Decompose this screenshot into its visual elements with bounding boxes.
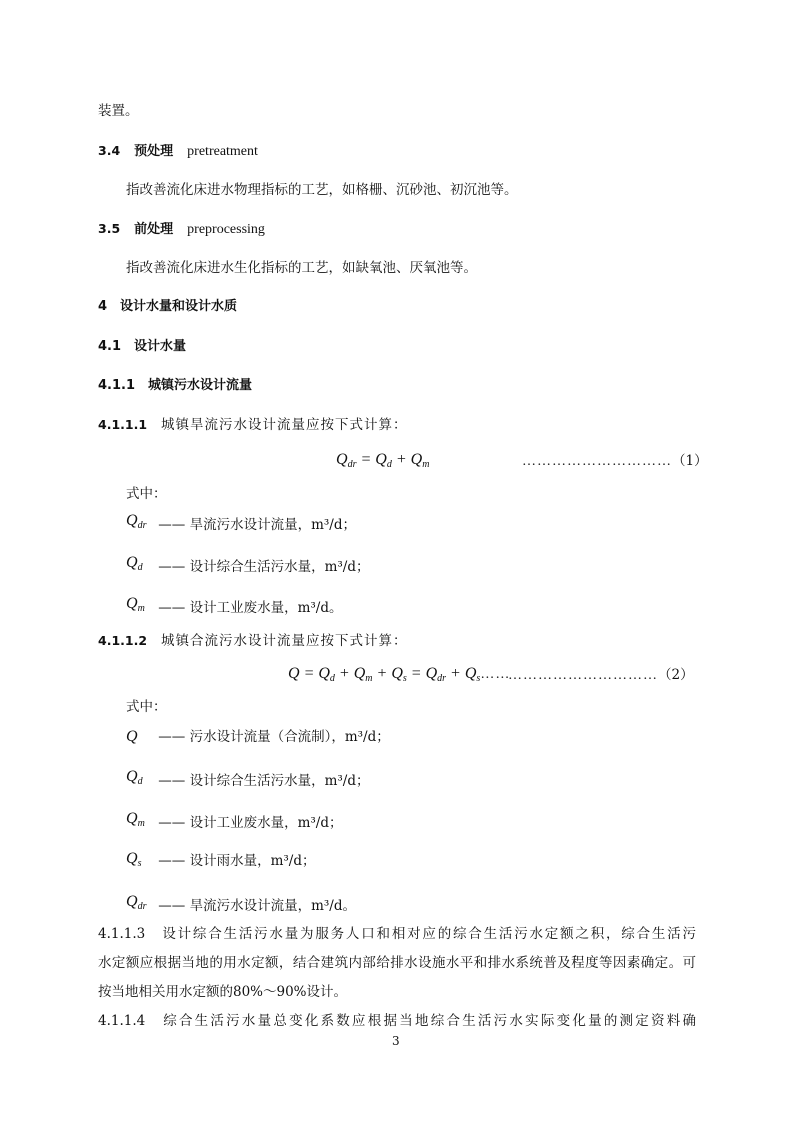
- section-3-4-body: 指改善流化床进水物理指标的工艺，如格栅、沉砂池、初沉池等。: [126, 182, 518, 198]
- definition-item: [126, 554, 370, 580]
- section-title: 前处理: [134, 222, 174, 237]
- definition-symbol: Q: [126, 728, 138, 745]
- leader-dots: …………………………: [508, 668, 658, 683]
- equation-number: （1）: [672, 453, 708, 469]
- clause-4-1-1-3-line-2: 水定额应根据当地的用水定额，结合建筑内部给排水设施水平和排水系统普及程度等因素确定。可: [98, 955, 696, 971]
- section-3-5-heading: [98, 221, 265, 238]
- clause-4-1-1-1: [98, 417, 408, 433]
- definition-text: —— 污水设计流量（合流制），m³/d；: [158, 729, 390, 745]
- clause-text: 城镇合流污水设计流量应按下式计算：: [161, 633, 408, 649]
- text-line: 装置。: [98, 103, 139, 119]
- section-4-1-1-heading: 4.1.1 城镇污水设计流量: [98, 378, 253, 393]
- definition-text: —— 旱流污水设计流量，m³/d；: [158, 517, 356, 533]
- equation-ellipsis: ……: [480, 667, 511, 682]
- where-label: 式中：: [126, 486, 167, 502]
- section-3-4-heading: [98, 143, 258, 160]
- definition-item: [126, 893, 356, 919]
- section-english-term: pretreatment: [187, 144, 258, 159]
- page-number: 3: [392, 1034, 400, 1048]
- equation-symbol: $Q_{dr} = Q_d + Q_m$: [336, 451, 430, 470]
- section-title: 预处理: [134, 144, 174, 159]
- section-number: 3.5: [98, 221, 121, 236]
- equation-1: [336, 452, 429, 473]
- definition-item: [126, 729, 390, 745]
- equation-1-number: [522, 453, 708, 470]
- definition-symbol: $Q_{dr}$: [126, 512, 147, 531]
- paragraph-line: [98, 955, 696, 971]
- definition-symbol: $Q_m$: [126, 595, 145, 614]
- section-number: 3.4: [98, 143, 121, 158]
- leader-dots: …………………………: [522, 454, 672, 469]
- equation-2: [288, 666, 510, 687]
- definition-text: —— 设计雨水量，m³/d；: [158, 853, 316, 869]
- definition-text: —— 设计综合生活污水量，m³/d；: [158, 559, 370, 575]
- paragraph-line: [98, 1013, 696, 1029]
- equation-number: （2）: [658, 667, 694, 683]
- clause-4-1-1-3-line-3: 按当地相关用水定额的80%～90%设计。: [98, 984, 348, 1000]
- section-4-1-heading: 4.1 设计水量: [98, 339, 187, 354]
- definition-text: —— 设计工业废水量，m³/d。: [158, 600, 343, 616]
- clause-4-1-1-2: [98, 633, 408, 649]
- clause-text: 城镇旱流污水设计流量应按下式计算：: [161, 417, 408, 433]
- definition-item: [126, 512, 356, 538]
- definition-item: [126, 768, 370, 794]
- paragraph-line: [98, 926, 696, 942]
- section-english-term: preprocessing: [187, 222, 265, 237]
- equation-symbol: $Q = Q_d + Q_m + Q_s = Q_{dr} + Q_s$: [288, 665, 481, 684]
- where-label: 式中：: [126, 699, 167, 715]
- definition-symbol: $Q_m$: [126, 810, 145, 829]
- definition-symbol: $Q_d$: [126, 768, 143, 787]
- definition-item: [126, 595, 343, 621]
- section-3-5-body: 指改善流化床进水生化指标的工艺，如缺氧池、厌氧池等。: [126, 260, 477, 276]
- clause-number: 4.1.1.1: [98, 417, 148, 432]
- definition-item: [126, 810, 343, 836]
- clause-4-1-1-4-line-1: 4.1.1.4 综合生活污水量总变化系数应根据当地综合生活污水实际变化量的测定资料确: [98, 1013, 696, 1029]
- definition-symbol: $Q_{dr}$: [126, 893, 147, 912]
- definition-text: —— 设计工业废水量，m³/d；: [158, 815, 343, 831]
- definition-text: —— 旱流污水设计流量，m³/d。: [158, 898, 356, 914]
- definition-symbol: $Q_s$: [126, 850, 142, 869]
- clause-4-1-1-3-line-1: 4.1.1.3 设计综合生活污水量为服务人口和相对应的综合生活污水定额之积，综合生活污: [98, 926, 696, 942]
- clause-number: 4.1.1.2: [98, 633, 148, 648]
- equation-2-number: [508, 667, 694, 684]
- definition-item: [126, 850, 316, 874]
- section-4-heading: 4 设计水量和设计水质: [98, 299, 238, 314]
- definition-text: —— 设计综合生活污水量，m³/d；: [158, 773, 370, 789]
- definition-symbol: $Q_d$: [126, 554, 143, 573]
